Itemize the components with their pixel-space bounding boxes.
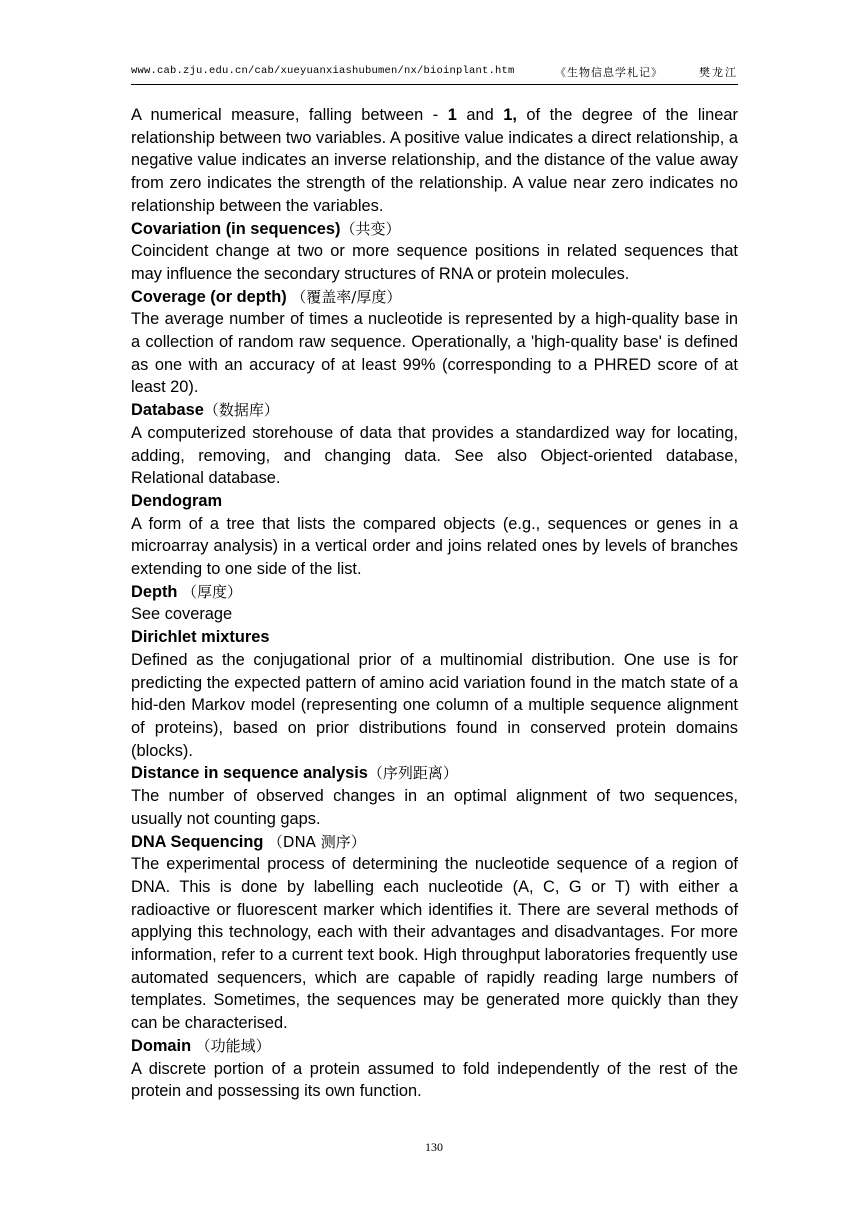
term-coverage: Coverage (or depth) （覆盖率/厚度） [131,287,402,306]
page-header [131,62,738,85]
definition-coverage: The average number of times a nucleotide is represented by a high-quality base in a collection of random raw sequence. Operationally, a 'high-quality base' is defined as one with an accuracy of at least 99% (corresponding to a PHRED score of at least 20). [131,310,738,397]
term-dna-sequencing: DNA Sequencing （DNA 测序） [131,832,366,851]
definition-dendogram: A form of a tree that lists the compared objects (e.g., sequences or genes in a microarray analysis) in a vertical order and joins related ones by levels of branches extending to one side of the list. [131,514,738,579]
definition-database: A computerized storehouse of data that provides a standardized way for locating, adding, removing, and changing data. See also Object-oriented database, Relational database. [131,423,738,488]
term-database: Database（数据库） [131,401,279,420]
term-dirichlet-mixtures: Dirichlet mixtures [131,628,270,647]
intro-paragraph: A numerical measure, falling between - 1 and 1, of the degree of the linear relationship between two variables. A positive value indicates a direct relationship, a negative value indicates an inverse relationship, and the distance of the value away from zero indicates the strength of the relationship. A value near zero indicates no relationship between the variables. [131,106,738,215]
definition-depth: See coverage [131,605,233,624]
page-number: 130 [425,1140,443,1154]
term-dendogram: Dendogram [131,491,223,510]
term-domain: Domain （功能域） [131,1036,271,1055]
glossary-content [131,104,738,1103]
header-url: www.cab.zju.edu.cn/cab/xueyuanxiashubumen/nx/bioinplant.htm [131,65,515,77]
definition-dna-sequencing: The experimental process of determining the nucleotide sequence of a region of DNA. This is done by labelling each nucleotide (A, C, G or T) with either a radioactive or fluorescent marker which identifies it. There are several methods of applying this technology, each with their advantages and disadvantages. For more information, refer to a current text book. High throughput laboratories frequently use automated sequencers, which are capable of rapidly reading large numbers of templates. Sometimes, the sequences may be generated more quickly than they can be characterised. [131,855,738,1033]
definition-distance: The number of observed changes in an optimal alignment of two sequences, usually not counting gaps. [131,787,738,828]
term-distance: Distance in sequence analysis（序列距离） [131,764,458,783]
definition-dirichlet-mixtures: Defined as the conjugational prior of a multinomial distribution. One use is for predicting the expected pattern of amino acid variation found in the match state of a hid-den Markov model (representing one column of a multiple sequence alignment of proteins), based on prior distributions found in conserved protein domains (blocks). [131,650,738,760]
header-book-title: 《生物信息学札记》 [555,66,663,79]
definition-domain: A discrete portion of a protein assumed to fold independently of the rest of the protein and possessing its own function. [131,1059,738,1101]
definition-covariation: Coincident change at two or more sequence positions in related sequences that may influence the secondary structures of RNA or protein molecules. [131,242,738,283]
term-covariation: Covariation (in sequences)（共变） [131,219,401,238]
term-depth: Depth （厚度） [131,582,243,601]
header-author: 樊龙江 [699,66,738,79]
